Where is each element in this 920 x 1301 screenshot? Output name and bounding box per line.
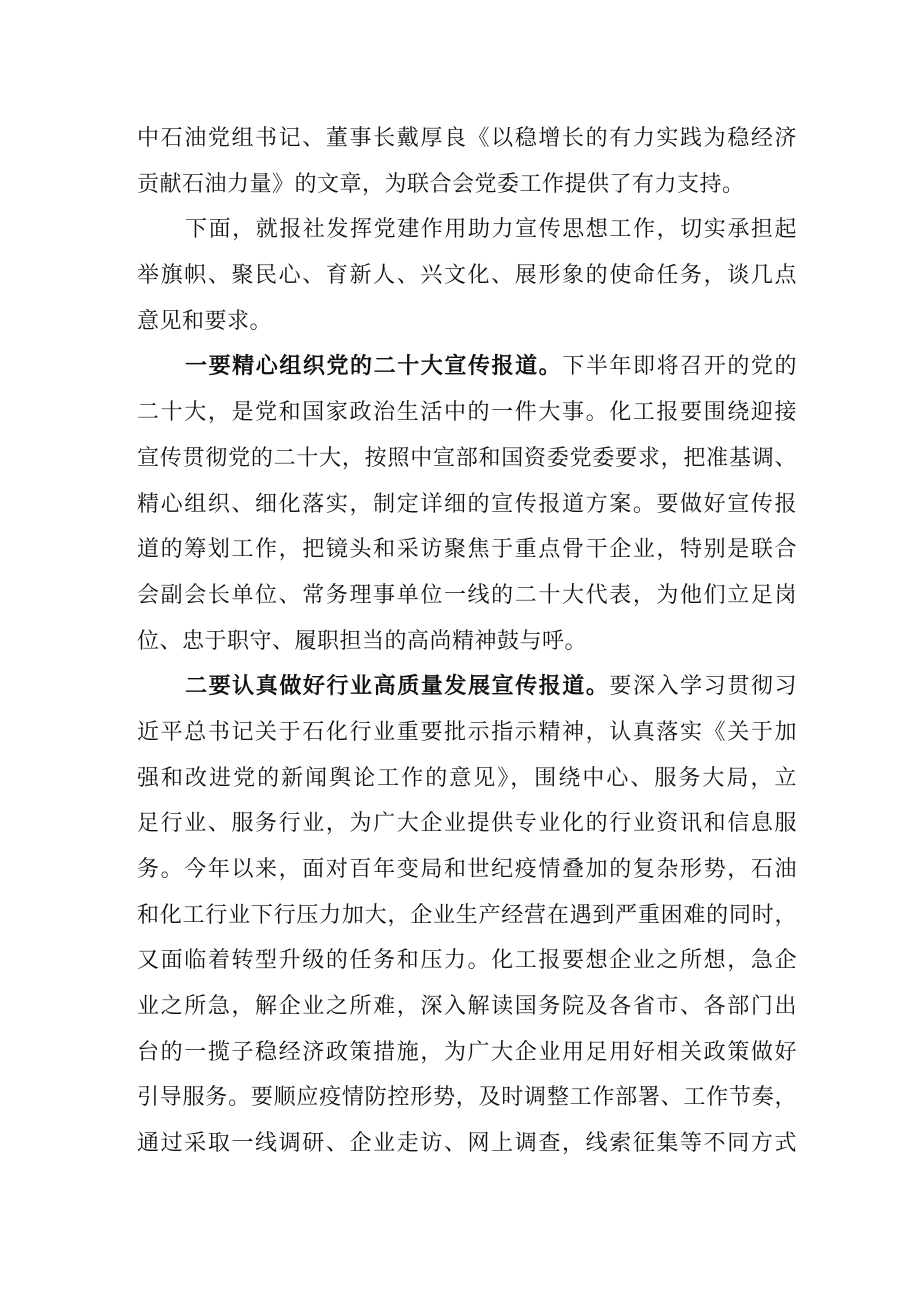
paragraph-line: 足行业、服务行业，为广大企业提供专业化的行业资讯和信息服	[137, 811, 797, 837]
paragraph-line: 意见和要求。	[137, 308, 273, 334]
paragraph-line: 近平总书记关于石化行业重要批示指示精神，认真落实《关于加	[137, 719, 797, 745]
paragraph-line: 精心组织、细化落实，制定详细的宣传报道方案。要做好宣传报	[137, 491, 797, 517]
section-heading-2: 二要认真做好行业高质量发展宣传报道。	[185, 673, 610, 700]
paragraph-line: 台的一揽子稳经济政策措施，为广大企业用足用好相关政策做好	[137, 1039, 797, 1065]
paragraph-line: 二十大，是党和国家政治生活中的一件大事。化工报要围绕迎接	[137, 400, 797, 426]
paragraph-line: 道的筹划工作，把镜头和采访聚焦于重点骨干企业，特别是联合	[137, 537, 797, 563]
paragraph-line	[137, 344, 797, 390]
paragraph-line: 通过采取一线调研、企业走访、网上调查，线索征集等不同方式	[137, 1131, 797, 1157]
paragraph-line: 又面临着转型升级的任务和压力。化工报要想企业之所想，急企	[137, 948, 797, 974]
paragraph-line: 业之所急，解企业之所难，深入解读国务院及各省市、各部门出	[137, 994, 797, 1020]
paragraph-text: 下半年即将召开的党的	[562, 354, 797, 380]
paragraph-line: 和化工行业下行压力加大，企业生产经营在遇到严重困难的同时，	[137, 902, 797, 928]
paragraph-line: 务。今年以来，面对百年变局和世纪疫情叠加的复杂形势，石油	[137, 857, 797, 882]
section-heading-1: 一要精心组织党的二十大宣传报道。	[185, 353, 563, 380]
paragraph-line: 贡献石油力量》的文章，为联合会党委工作提供了有力支持。	[137, 171, 745, 197]
body-text	[137, 116, 797, 1167]
paragraph-line: 位、忠于职守、履职担当的高尚精神鼓与呼。	[137, 628, 588, 654]
paragraph-line: 引导服务。要顺应疫情防控形势，及时调整工作部署、工作节奏，	[137, 1085, 797, 1111]
paragraph-line: 中石油党组书记、董事长戴厚良《以稳增长的有力实践为稳经济	[137, 126, 797, 151]
paragraph-line: 会副会长单位、常务理事单位一线的二十大代表，为他们立足岗	[137, 582, 797, 608]
paragraph-line: 宣传贯彻党的二十大，按照中宣部和国资委党委要求，把准基调、	[137, 445, 797, 471]
paragraph-line: 下面，就报社发挥党建作用助力宣传思想工作，切实承担起	[185, 217, 797, 243]
paragraph-text: 要深入学习贯彻习	[609, 674, 797, 700]
paragraph-line	[137, 664, 797, 710]
paragraph-line: 举旗帜、聚民心、育新人、兴文化、展形象的使命任务，谈几点	[137, 263, 797, 289]
paragraph-line: 强和改进党的新闻舆论工作的意见》，围绕中心、服务大局，立	[137, 765, 797, 791]
